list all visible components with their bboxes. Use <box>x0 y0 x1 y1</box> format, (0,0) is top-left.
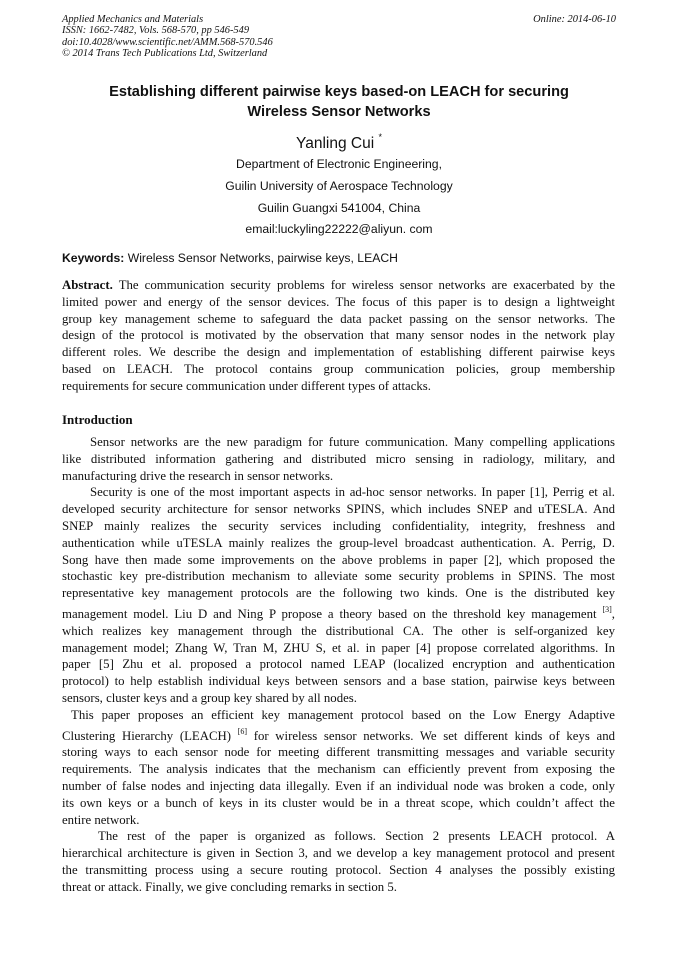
body-line: The rest of the paper is organized as follows. Section 2 presents LEACH protocol. A <box>98 829 615 844</box>
abstract-line: requirements for secure communication under different types of attacks. <box>62 378 431 393</box>
abstract-line: based on LEACH. The protocol contains group communication policies, group membership <box>62 361 615 376</box>
abstract <box>62 277 615 395</box>
doi-line: doi:10.4028/www.scientific.net/AMM.568-570.546 <box>62 36 273 48</box>
body-line: sensors, cluster keys and a group key shared by all nodes. <box>62 690 357 705</box>
body-line: SNEP mainly realizes the security services including confidentiality, integrity, freshness and <box>62 518 615 533</box>
body-line: Song have then made some improvements on the above problems in paper [2], which proposed the <box>62 552 615 567</box>
body-line: hierarchical architecture is given in Section 3, and we develop a key management protocol and present <box>62 846 615 861</box>
body-line: which realizes key management through the distributional CA. The other is self-organized key <box>62 623 615 638</box>
body-line: management model; Zhang W, Tran M, ZHU S, et al. in paper [4] propose correlated algorithms. In <box>62 640 615 655</box>
body-line: representative key management protocols are the following two kinds. One is the distributed key <box>62 586 615 601</box>
copyright-line: © 2014 Trans Tech Publications Ltd, Switzerland <box>62 47 268 59</box>
author-name: Yanling Cui <box>296 135 375 152</box>
abstract-line: limited power and energy of the sensor devices. The focus of this paper is to design a lightweight <box>62 294 615 309</box>
body-line: management model. Liu D and Ning P propose a theory based on the threshold key management [3], <box>62 604 615 621</box>
affiliation-dept: Department of Electronic Engineering, <box>236 157 442 171</box>
body-line: authentication while uTESLA mainly realizes the group-level broadcast authentication. A. Perrig, D. <box>62 535 615 550</box>
citation-ref: [6] <box>237 726 248 736</box>
title-line-1: Establishing different pairwise keys based-on LEACH for securing <box>109 84 569 100</box>
author-line <box>62 132 616 153</box>
body-line: requirements. The analysis indicates that the mechanism can efficiently prevent from exposing the <box>62 762 615 777</box>
affiliation-univ: Guilin University of Aerospace Technology <box>225 179 453 193</box>
body-line: storing ways to each sensor node for meeting different transmitting messages and variable security <box>62 745 615 760</box>
issn-line: ISSN: 1662-7482, Vols. 568-570, pp 546-549 <box>62 25 250 37</box>
abstract-label: Abstract. <box>62 278 113 292</box>
body-line: Security is one of the most important aspects in ad-hoc sensor networks. In paper [1], Perrig et al. <box>90 485 615 500</box>
body-line: Sensor networks are the new paradigm for future communication. Many compelling applications <box>90 435 615 449</box>
citation-ref: [3] <box>602 604 612 614</box>
body-line: developed security architecture for sensor networks SPINS, which includes SNEP and uTESLA. And <box>62 502 615 517</box>
body-line: number of false nodes and injecting data illegally. Even if an individual node was broken a code, only <box>62 778 615 793</box>
body-line: its own keys or a bunch of keys in its cluster would be in a threat scope, which couldn’t affect the <box>62 795 615 810</box>
introduction-body <box>62 434 615 896</box>
affiliation-email: email:luckyling22222@aliyun. com <box>245 222 433 236</box>
body-line: stochastic key pre-distribution mechanism to alleviate some security problems in SPINS. The most <box>62 569 615 584</box>
affiliation-city: Guilin Guangxi 541004, China <box>257 201 421 215</box>
body-line: Clustering Hierarchy (LEACH) [6] for wireless sensor networks. We set different kinds of keys and <box>62 726 615 743</box>
keywords-label: Keywords: <box>62 251 125 265</box>
abstract-line: different roles. We describe the design and implementation of establishing different pairwise keys <box>62 345 615 360</box>
body-line: paper [5] Zhu et al. proposed a protocol named LEAP (localized encryption and authentication <box>62 657 615 672</box>
abstract-line: Abstract. The communication security problems for wireless sensor networks are exacerbated by the <box>62 278 615 292</box>
keywords-text: Wireless Sensor Networks, pairwise keys, LEACH <box>127 251 398 265</box>
keywords-line <box>62 251 616 265</box>
abstract-line: group key management scheme to safeguard the data packet passing on the sensor networks. The <box>62 311 615 326</box>
journal-name: Applied Mechanics and Materials <box>62 14 204 25</box>
body-line: manufacturing drive the research in sensor networks. <box>62 468 334 483</box>
body-line: entire network. <box>62 812 140 827</box>
abstract-line: design of the protocol is motivated by the observation that many sensor nodes in the network play <box>62 328 615 343</box>
paper-title <box>62 82 616 122</box>
body-line: the transmitting process using a secure routing protocol. Section 4 analyses the possibly existing <box>62 862 615 877</box>
journal-header <box>62 14 616 59</box>
author-mark: * <box>378 132 382 142</box>
body-line: This paper proposes an efficient key management protocol based on the Low Energy Adaptive <box>71 707 615 722</box>
body-line: threat or attack. Finally, we give concluding remarks in section 5. <box>62 879 397 894</box>
body-line: like distributed information gathering and distributed micro sensing in radiology, military, and <box>62 451 615 466</box>
title-line-2: Wireless Sensor Networks <box>247 104 431 120</box>
body-line: protocol) to help establish individual keys between sensors and a base station, pairwise keys between <box>62 674 615 689</box>
section-heading-introduction: Introduction <box>62 412 133 427</box>
online-date: Online: 2014-06-10 <box>533 14 616 25</box>
